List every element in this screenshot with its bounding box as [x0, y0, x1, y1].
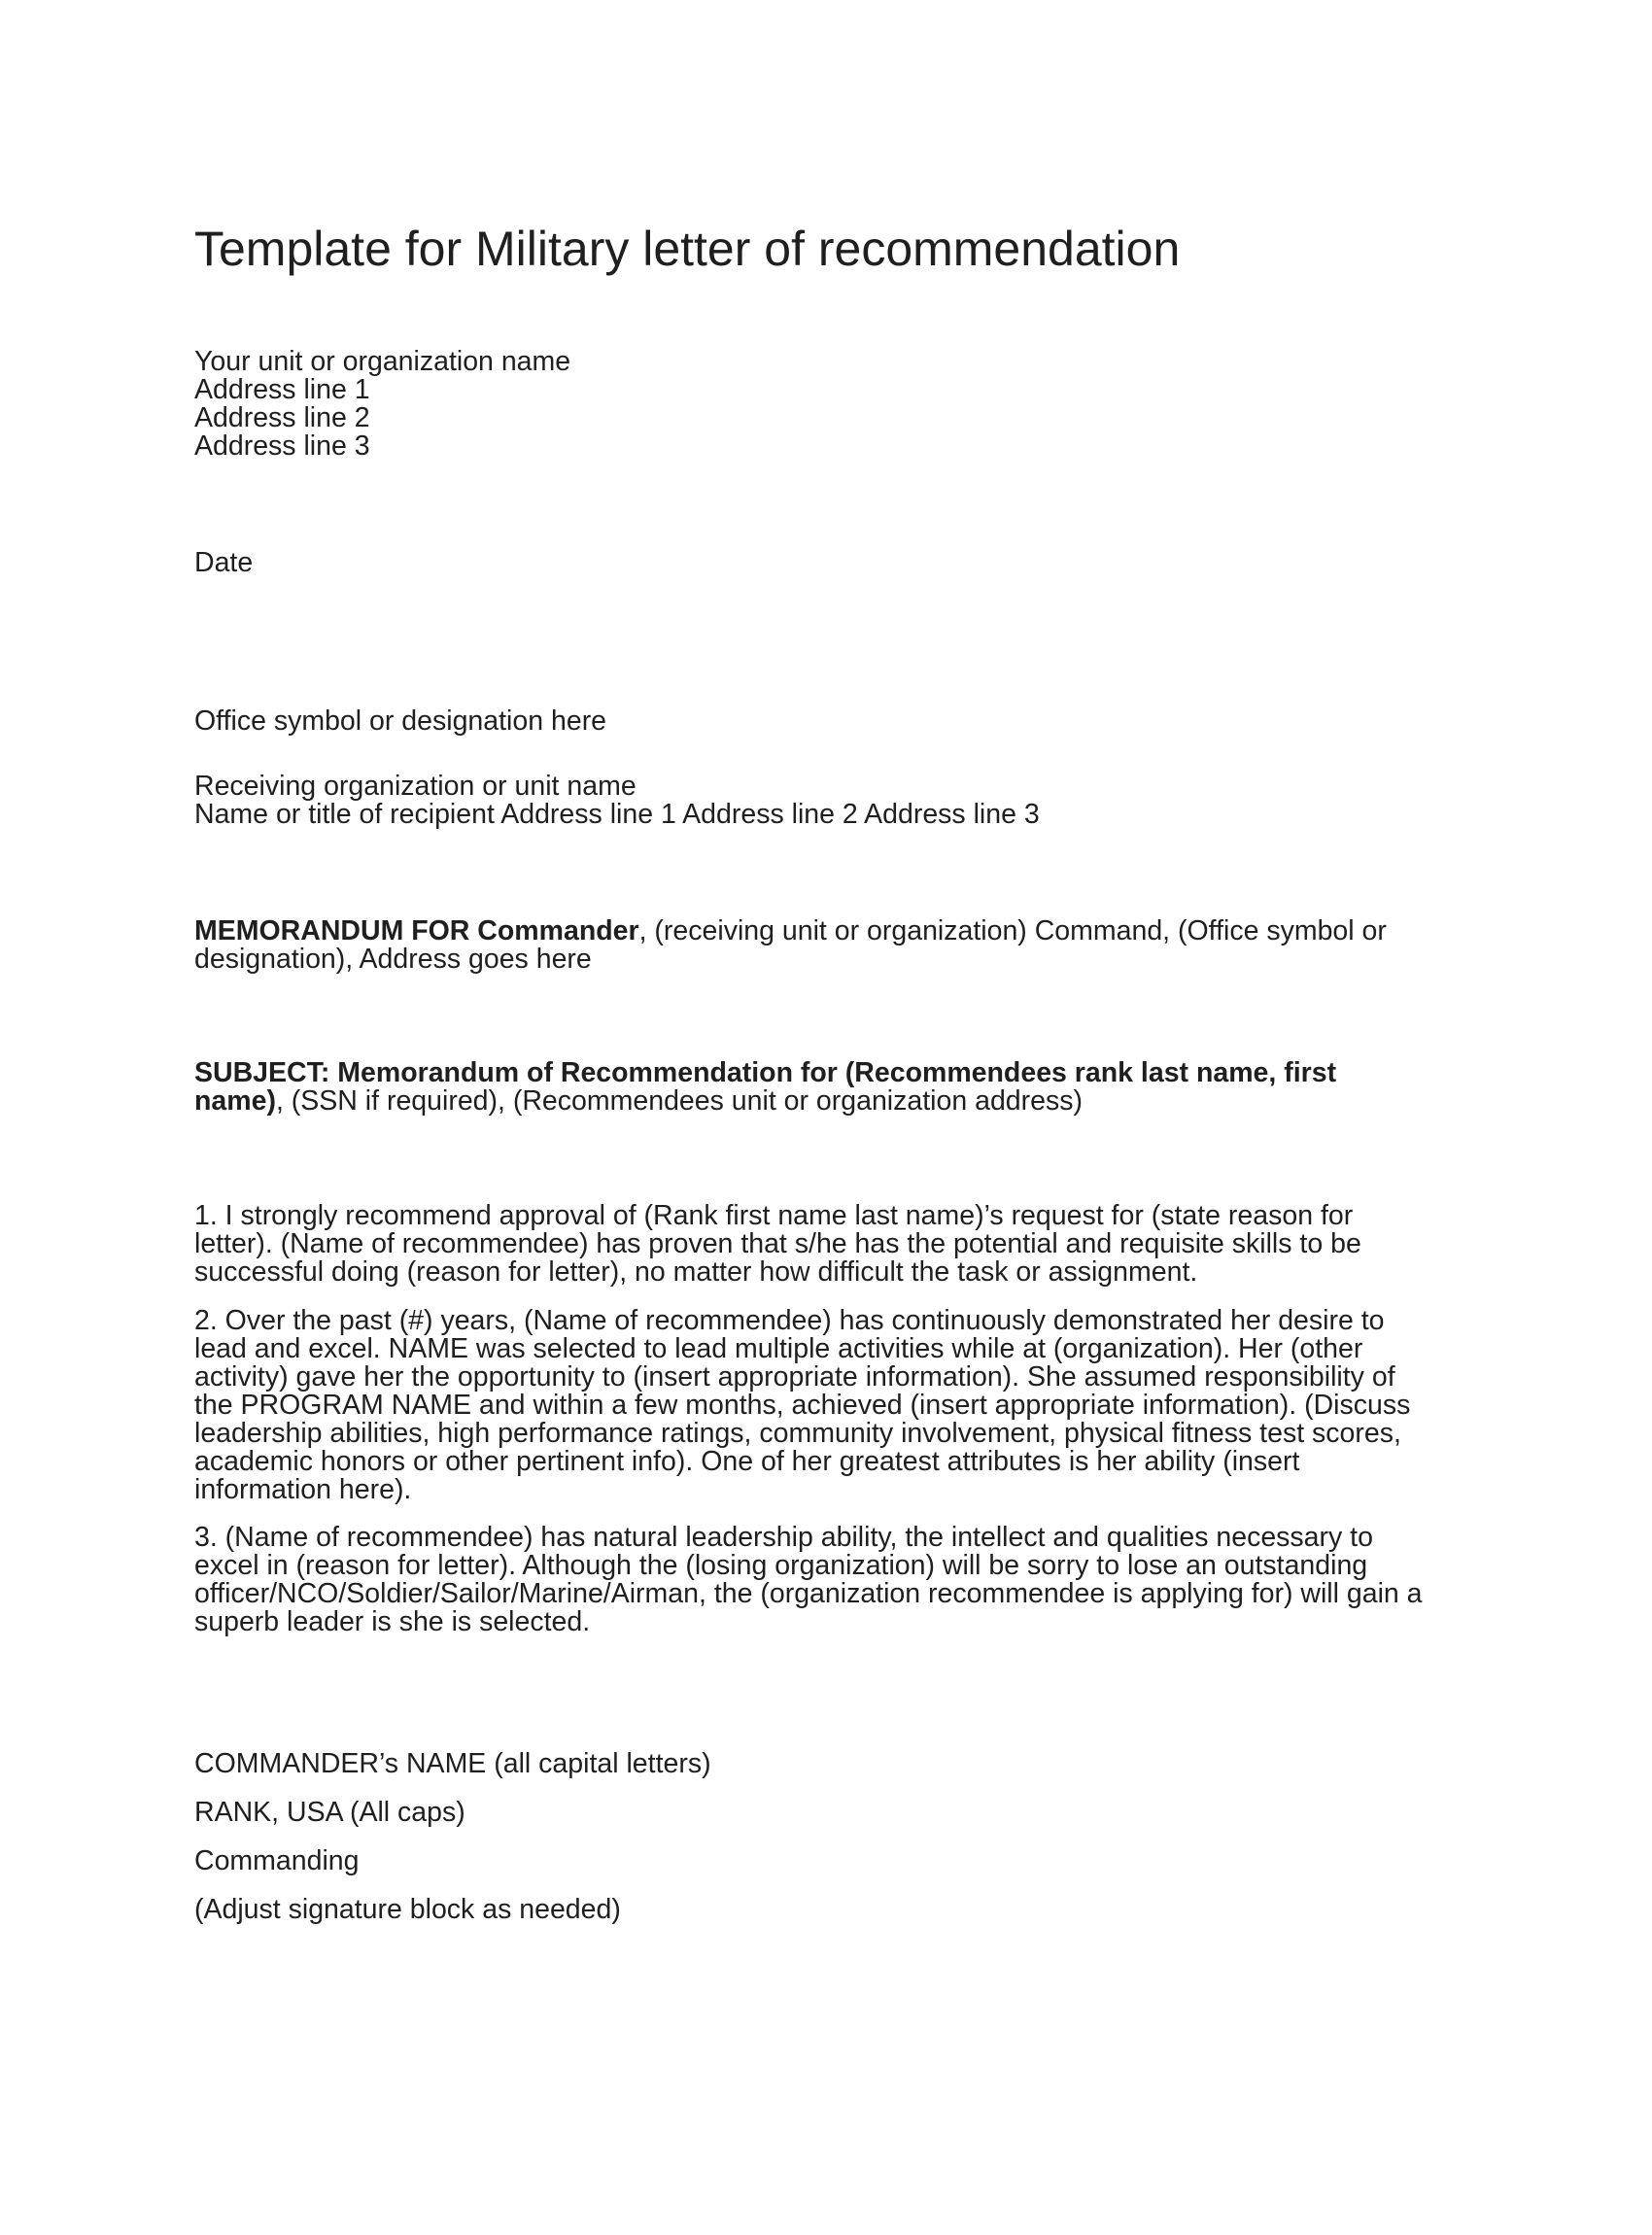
paragraph-line: 2. Over the past (#) years, (Name of recommendee) has continuously demonstrated her desire to: [194, 1305, 1385, 1336]
recipient-organization: Receiving organization or unit name: [194, 771, 637, 802]
paragraph-line: superb leader is she is selected.: [194, 1606, 591, 1637]
sender-address-line-2: Address line 2: [194, 402, 370, 433]
signature-role: Commanding: [194, 1845, 360, 1876]
recipient-name-address: Name or title of recipient Address line 1 Address line 2 Address line 3: [194, 799, 1040, 830]
document-title: Template for Military letter of recommendation: [194, 222, 1181, 276]
signature-name: COMMANDER’s NAME (all capital letters): [194, 1748, 711, 1779]
memorandum-for: [194, 917, 1387, 974]
memorandum-for-line-2: designation), Address goes here: [194, 944, 592, 975]
memorandum-for-text: , (receiving unit or organization) Command, (Office symbol or: [638, 915, 1387, 946]
body-paragraph-2: [194, 1307, 1410, 1504]
paragraph-line: the PROGRAM NAME and within a few months, achieved (insert appropriate information). (Discuss: [194, 1390, 1411, 1421]
paragraph-line: academic honors or other pertinent info). One of her greatest attributes is her ability (insert: [194, 1446, 1300, 1477]
paragraph-line: activity) gave her the opportunity to (insert appropriate information). She assumed responsibility of: [194, 1361, 1395, 1393]
paragraph-line: 1. I strongly recommend approval of (Rank first name last name)’s request for (state reason for: [194, 1200, 1354, 1231]
body-paragraph-3: [194, 1524, 1423, 1636]
paragraph-line: excel in (reason for letter). Although the (losing organization) will be sorry to lose an outstanding: [194, 1550, 1368, 1581]
paragraph-line: leadership abilities, high performance ratings, community involvement, physical fitness test scores,: [194, 1418, 1401, 1449]
subject-line: [194, 1059, 1336, 1116]
signature-note: (Adjust signature block as needed): [194, 1894, 621, 1925]
subject-label: SUBJECT: Memorandum of Recommendation for (Recommendees rank last name, first: [194, 1057, 1337, 1088]
paragraph-line: information here).: [194, 1474, 412, 1505]
sender-address-line-3: Address line 3: [194, 430, 370, 462]
paragraph-line: officer/NCO/Soldier/Sailor/Marine/Airman, the (organization recommendee is applying for) will gain a: [194, 1578, 1423, 1609]
memorandum-for-label: MEMORANDUM FOR Commander: [194, 915, 639, 946]
subject-label-continued: name): [194, 1085, 276, 1117]
signature-rank: RANK, USA (All caps): [194, 1797, 465, 1828]
recipient-block: [194, 773, 1040, 829]
paragraph-line: 3. (Name of recommendee) has natural leadership ability, the intellect and qualities necessary to: [194, 1522, 1373, 1553]
sender-address-line-1: Address line 1: [194, 374, 370, 405]
paragraph-line: successful doing (reason for letter), no matter how difficult the task or assignment.: [194, 1256, 1198, 1288]
paragraph-line: lead and excel. NAME was selected to lead multiple activities while at (organization). Her (other: [194, 1333, 1363, 1364]
office-symbol: Office symbol or designation here: [194, 705, 607, 737]
sender-address-block: [194, 348, 570, 461]
paragraph-line: letter). (Name of recommendee) has proven that s/he has the potential and requisite skills to be: [194, 1228, 1361, 1259]
sender-unit: Your unit or organization name: [194, 346, 571, 377]
date-line: Date: [194, 547, 254, 578]
body-paragraph-1: [194, 1202, 1361, 1287]
subject-text: , (SSN if required), (Recommendees unit or organization address): [275, 1085, 1083, 1117]
